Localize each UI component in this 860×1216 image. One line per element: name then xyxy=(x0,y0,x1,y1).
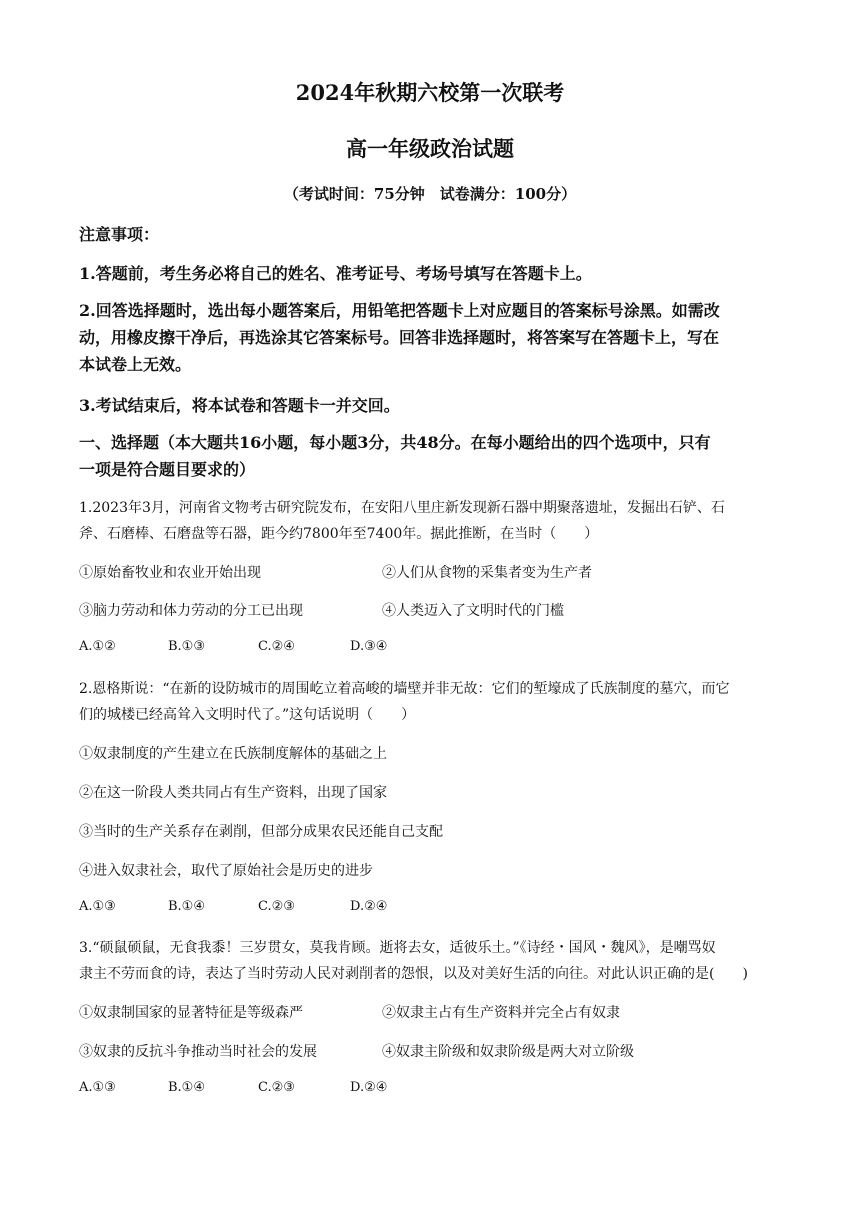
note-item-2-line-1: 2.回答选择题时，选出每小题答案后，用铅笔把答题卡上对应题目的答案标号涂黑。如需改 xyxy=(79,301,720,320)
notes-heading: 注意事项： xyxy=(79,225,160,244)
section-heading-line-2: 一项是符合题目要求的） xyxy=(79,460,256,479)
q3-statement-3: ③奴隶的反抗斗争推动当时社会的发展 xyxy=(79,1044,317,1060)
q3-statement-1: ①奴隶制国家的显著特征是等级森严 xyxy=(79,1005,303,1021)
q1-option-c: C.②④ xyxy=(258,639,295,654)
note-item-2-line-3: 本试卷上无效。 xyxy=(79,355,192,374)
q3-option-a: A.①③ xyxy=(79,1080,116,1095)
q1-option-b: B.①③ xyxy=(168,639,205,654)
q2-statement-3: ③当时的生产关系存在剥削，但部分成果农民还能自己支配 xyxy=(79,824,443,840)
exam-info: （考试时间：75分钟 试卷满分：100分） xyxy=(283,185,577,203)
q3-statement-4: ④奴隶主阶级和奴隶阶级是两大对立阶级 xyxy=(382,1044,634,1060)
q2-statement-1: ①奴隶制度的产生建立在氏族制度解体的基础之上 xyxy=(79,746,387,762)
q1-stem-line-1: 1.2023年3月，河南省文物考古研究院发布，在安阳八里庄新发现新石器中期聚落遗址，发掘出石铲、石 xyxy=(79,500,725,516)
q2-option-a: A.①③ xyxy=(79,899,116,914)
q2-statement-4: ④进入奴隶社会，取代了原始社会是历史的进步 xyxy=(79,863,373,879)
q2-option-c: C.②③ xyxy=(258,899,295,914)
q1-option-d: D.③④ xyxy=(350,639,388,654)
exam-title: 2024年秋期六校第一次联考 xyxy=(295,80,565,105)
q3-stem-line-1: 3.“硕鼠硕鼠，无食我黍！三岁贯女，莫我肯顾。逝将去女，适彼乐土。”《诗经・国风・魏风》，是嘲骂奴 xyxy=(79,940,716,956)
q1-stem-line-2: 斧、石磨棒、石磨盘等石器，距今约7800年至7400年。据此推断，在当时（ ） xyxy=(79,526,599,542)
q1-statement-3: ③脑力劳动和体力劳动的分工已出现 xyxy=(79,603,303,619)
note-item-2-line-2: 动，用橡皮擦干净后，再选涂其它答案标号。回答非选择题时，将答案写在答题卡上，写在 xyxy=(79,328,720,347)
section-heading-line-1: 一、选择题（本大题共16小题，每小题3分，共48分。在每小题给出的四个选项中，只有 xyxy=(79,433,711,452)
q1-statement-1: ①原始畜牧业和农业开始出现 xyxy=(79,565,261,581)
note-item-1: 1.答题前，考生务必将自己的姓名、准考证号、考场号填写在答题卡上。 xyxy=(79,264,592,283)
q1-statement-2: ②人们从食物的采集者变为生产者 xyxy=(382,565,592,581)
q2-option-b: B.①④ xyxy=(168,899,205,914)
q2-statement-2: ②在这一阶段人类共同占有生产资料，出现了国家 xyxy=(79,785,387,801)
q3-option-d: D.②④ xyxy=(350,1080,388,1095)
q3-statement-2: ②奴隶主占有生产资料并完全占有奴隶 xyxy=(382,1005,620,1021)
q3-option-b: B.①④ xyxy=(168,1080,205,1095)
q3-stem-line-2: 隶主不劳而食的诗，表达了当时劳动人民对剥削者的怨恨，以及对美好生活的向往。对此认识正确的是( ) xyxy=(79,966,748,982)
q2-stem-line-1: 2.恩格斯说：“在新的设防城市的周围屹立着高峻的墙壁并非无故：它们的堑壕成了氏族制度的墓穴，而它 xyxy=(79,681,730,697)
q3-option-c: C.②③ xyxy=(258,1080,295,1095)
q1-option-a: A.①② xyxy=(79,639,116,654)
q2-stem-line-2: 们的城楼已经高耸入文明时代了。”这句话说明（ ） xyxy=(79,707,416,723)
q2-option-d: D.②④ xyxy=(350,899,388,914)
exam-subtitle: 高一年级政治试题 xyxy=(346,136,514,161)
q1-statement-4: ④人类迈入了文明时代的门槛 xyxy=(382,603,564,619)
note-item-3: 3.考试结束后，将本试卷和答题卡一并交回。 xyxy=(79,396,400,415)
